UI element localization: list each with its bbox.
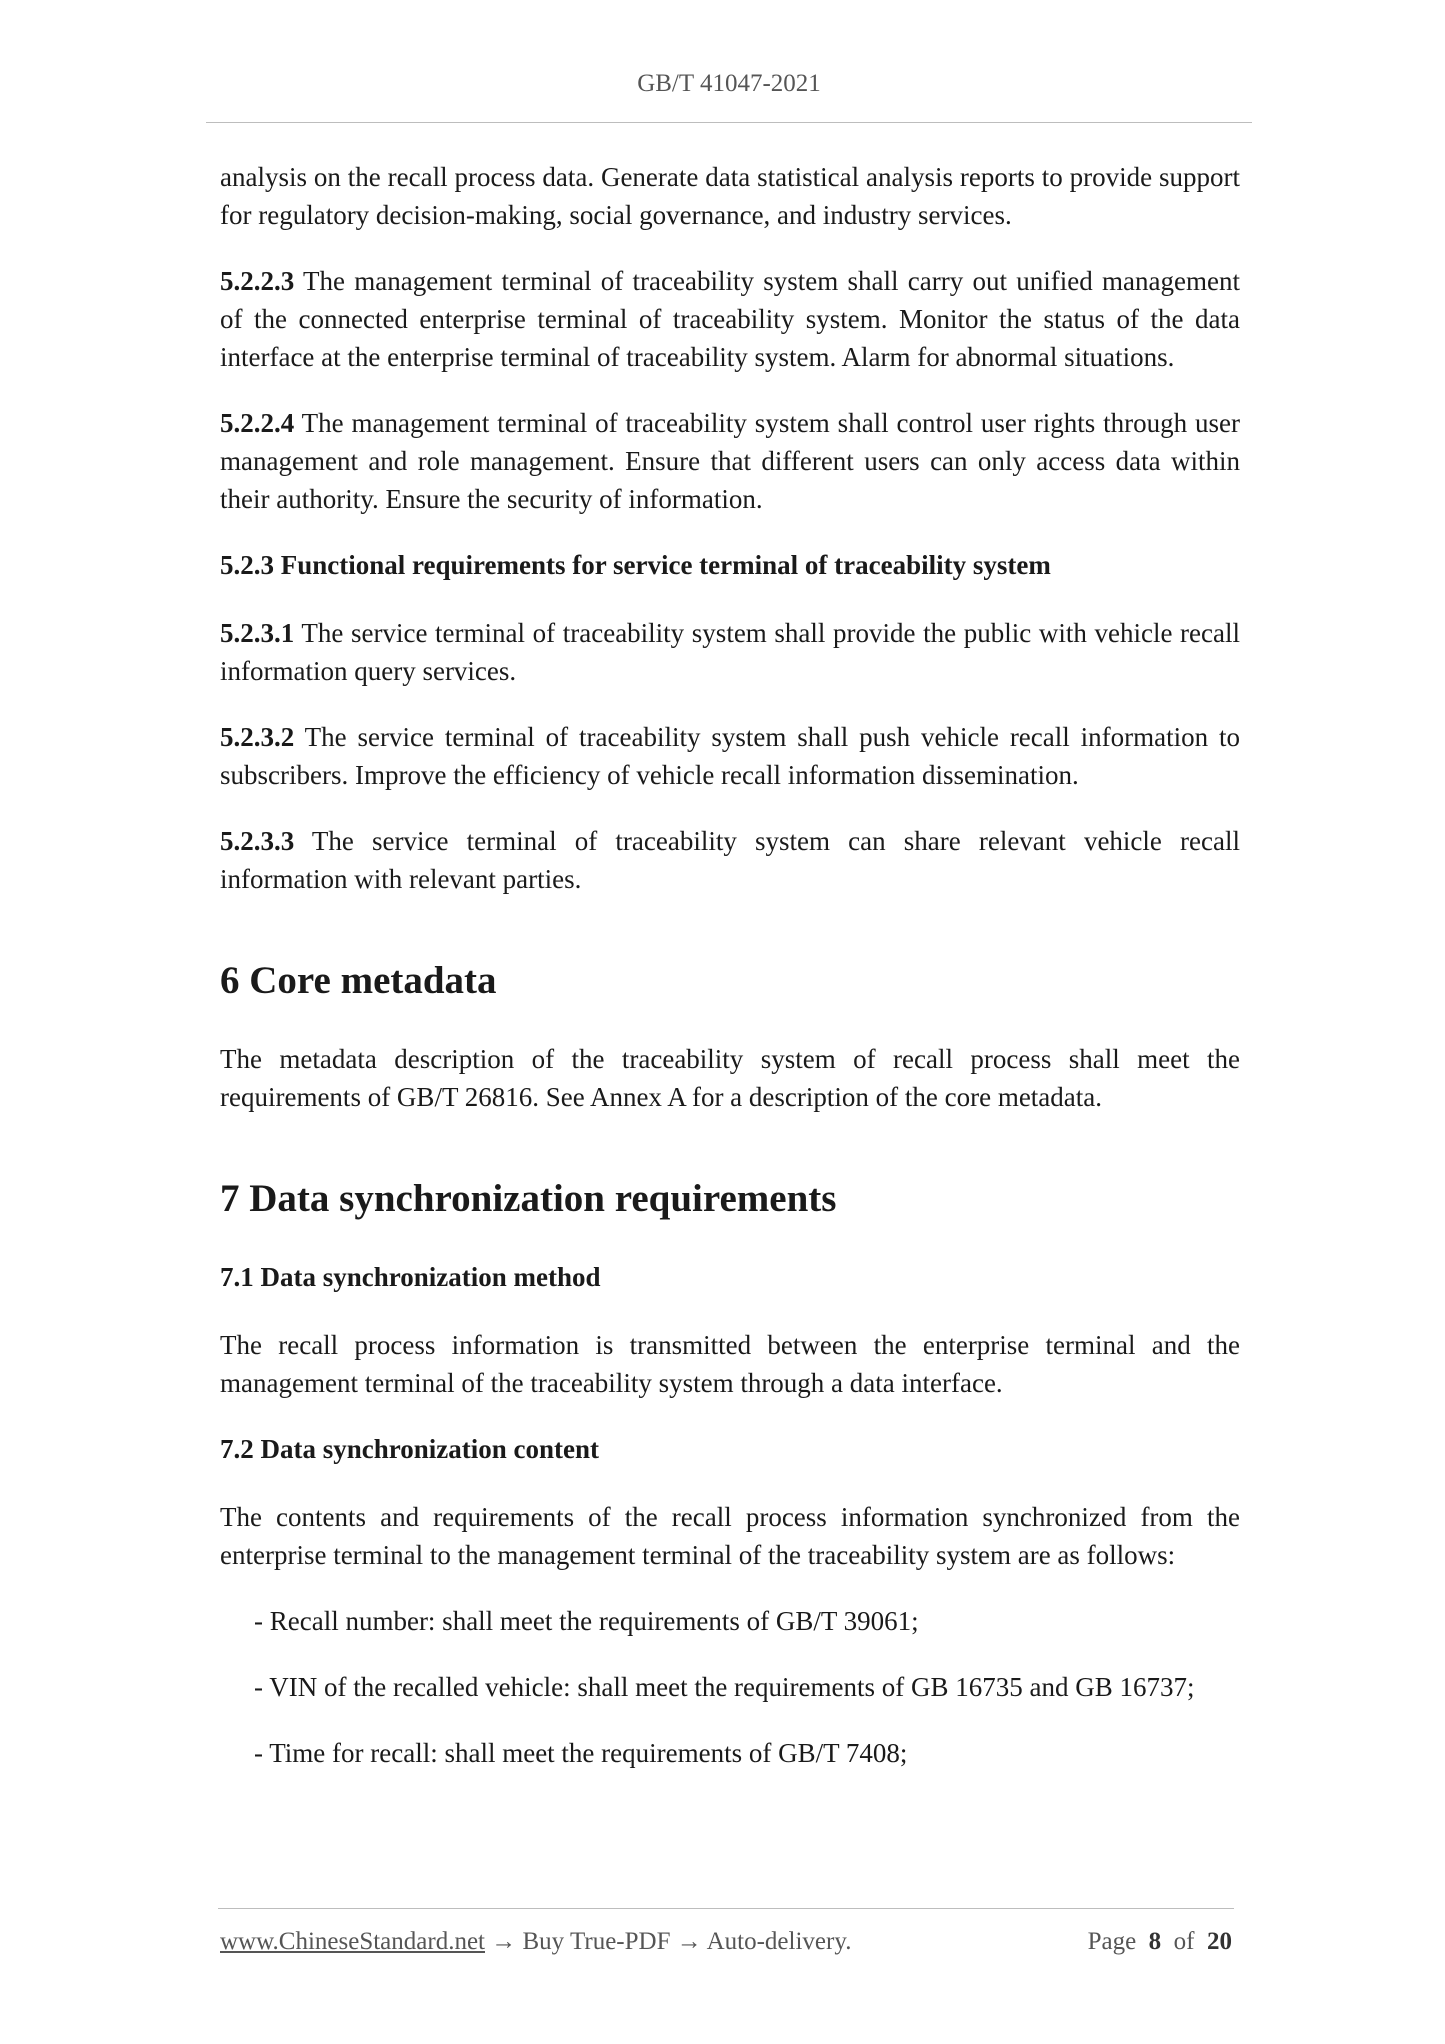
section-6-title: 6 Core metadata <box>220 959 497 1002</box>
clause-number: 5.2.2.4 <box>220 408 295 438</box>
clause-text: The service terminal of traceability system can share relevant vehicle recall information with relevant parties. <box>220 826 1240 894</box>
page-number: 8 <box>1148 1928 1162 1955</box>
clause-5-2-2-3 <box>220 262 1240 376</box>
list-item: - Recall number: shall meet the requirements of GB/T 39061; <box>254 1606 919 1636</box>
clause-number: 5.2.3.2 <box>220 722 295 752</box>
footer-promo-text: → Buy True-PDF → Auto-delivery. <box>485 1928 852 1955</box>
clause-text: The service terminal of traceability system shall push vehicle recall information to subscribers. Improve the efficiency of vehicle recall information dissemination. <box>220 722 1240 790</box>
sync-content-list <box>220 1602 1240 1772</box>
clause-number: 5.2.2.3 <box>220 266 295 296</box>
list-item: - VIN of the recalled vehicle: shall meet the requirements of GB 16735 and GB 16737; <box>254 1672 1195 1702</box>
page-label: Page <box>1087 1928 1137 1955</box>
list-item: - Time for recall: shall meet the requirements of GB/T 7408; <box>254 1738 908 1768</box>
clause-5-2-2-4 <box>220 404 1240 518</box>
section-7-2-text: The contents and requirements of the recall process information synchronized from the enterprise terminal to the management terminal of the traceability system are as follows: <box>220 1502 1240 1570</box>
document-body <box>220 158 1240 1800</box>
header-divider <box>206 122 1252 123</box>
heading-7-2: 7.2 Data synchronization content <box>220 1434 600 1464</box>
heading-5-2-3: 5.2.3 Functional requirements for service terminal of traceability system <box>220 550 1051 580</box>
clause-5-2-3-1 <box>220 614 1240 690</box>
section-7-1-text: The recall process information is transmitted between the enterprise terminal and the management terminal of the traceability system through a data interface. <box>220 1330 1240 1398</box>
clause-5-2-3-2 <box>220 718 1240 794</box>
clause-number: 5.2.3.3 <box>220 826 295 856</box>
paragraph-analysis: analysis on the recall process data. Generate data statistical analysis reports to provide support for regulatory decision-making, social governance, and industry services. <box>220 162 1240 230</box>
clause-text: The management terminal of traceability system shall carry out unified management of the connected enterprise terminal of traceability system. Monitor the status of the data interface at the enterprise terminal of traceability system. Alarm for abnormal situations. <box>220 266 1240 372</box>
page-header: GB/T 41047-2021 <box>637 70 821 97</box>
page-footer <box>220 1928 1232 1956</box>
page-indicator <box>1088 1928 1232 1956</box>
section-7-title: 7 Data synchronization requirements <box>220 1177 837 1220</box>
of-label: of <box>1173 1928 1195 1955</box>
footer-divider <box>218 1908 1234 1909</box>
clause-5-2-3-3 <box>220 822 1240 898</box>
clause-text: The management terminal of traceability system shall control user rights through user management and role management. Ensure that different users can only access data within their authority. Ensure the security of information. <box>220 408 1240 514</box>
page-total: 20 <box>1207 1928 1232 1955</box>
heading-7-1: 7.1 Data synchronization method <box>220 1262 601 1292</box>
section-6-text: The metadata description of the traceability system of recall process shall meet the requirements of GB/T 26816. See Annex A for a description of the core metadata. <box>220 1044 1240 1112</box>
clause-text: The service terminal of traceability system shall provide the public with vehicle recall information query services. <box>220 618 1240 686</box>
chinese-standard-link[interactable]: www.ChineseStandard.net <box>220 1928 485 1955</box>
clause-number: 5.2.3.1 <box>220 618 295 648</box>
footer-promo <box>220 1928 851 1956</box>
